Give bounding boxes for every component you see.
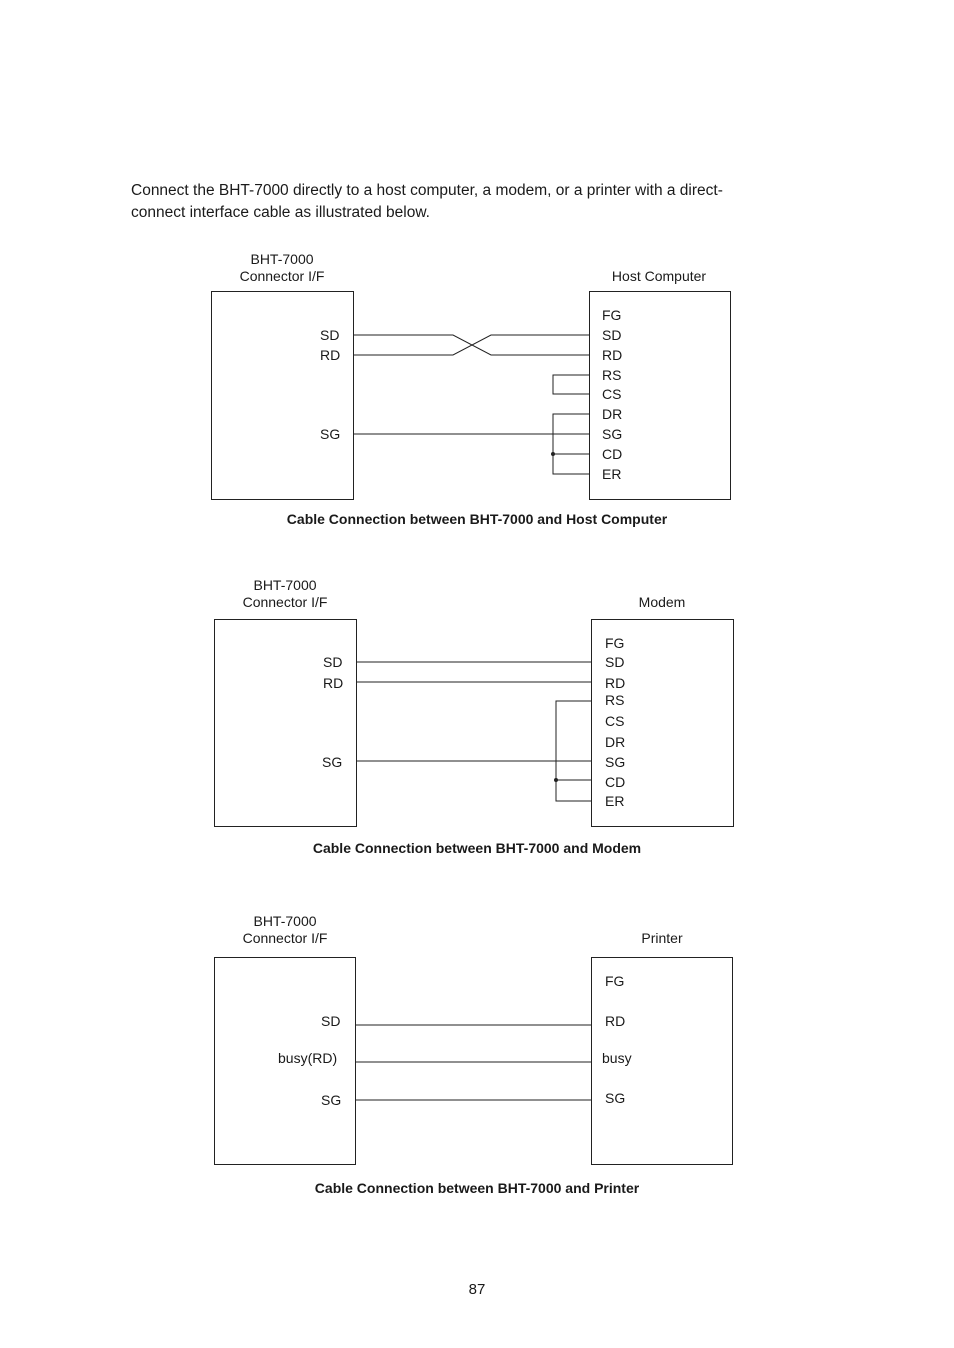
modem-right-pin-er: ER [605, 793, 625, 809]
modem-wiring [357, 662, 592, 801]
modem-right-pin-cd: CD [605, 774, 626, 790]
host-bht-connector-box [211, 291, 354, 500]
modem-caption: Cable Connection between BHT-7000 and Modem [312, 840, 642, 856]
host-right-pin-fg: FG [602, 307, 622, 323]
printer-wiring [356, 1025, 592, 1100]
host-loop-rs-cs [553, 375, 590, 394]
modem-junction-dot [554, 778, 558, 782]
modem-loop-rs-er [556, 701, 592, 801]
host-right-pin-rs: RS [602, 367, 622, 383]
intro-line-1: Connect the BHT-7000 directly to a host computer, a modem, or a printer with a direct- [131, 182, 723, 199]
modem-right-pin-dr: DR [605, 734, 626, 750]
host-left-title-1: BHT-7000 [250, 251, 314, 267]
host-right-pin-dr: DR [602, 406, 623, 422]
modem-left-pin-sd: SD [323, 654, 343, 670]
modem-right-title: Modem [638, 594, 686, 610]
page-number: 87 [468, 1281, 486, 1298]
host-right-pin-er: ER [602, 466, 622, 482]
printer-right-pin-sg: SG [605, 1090, 626, 1106]
printer-left-title-2: Connector I/F [242, 930, 328, 946]
printer-left-pin-sd: SD [321, 1013, 341, 1029]
modem-bht-connector-box [214, 619, 357, 827]
modem-right-pin-cs: CS [605, 713, 625, 729]
modem-left-pin-rd: RD [323, 675, 344, 691]
modem-right-pin-fg: FG [605, 635, 625, 651]
printer-caption: Cable Connection between BHT-7000 and Printer [314, 1180, 640, 1196]
host-right-pin-cs: CS [602, 386, 622, 402]
host-left-pin-sg: SG [320, 426, 341, 442]
printer-right-title: Printer [641, 930, 683, 946]
host-left-pin-sd: SD [320, 327, 340, 343]
host-loop-dr-cd-er [553, 414, 590, 474]
host-right-pin-sd: SD [602, 327, 622, 343]
modem-right-pin-sd: SD [605, 654, 625, 670]
printer-left-pin-busy-rd: busy(RD) [278, 1050, 338, 1066]
printer-left-pin-sg: SG [321, 1092, 342, 1108]
printer-left-title-1: BHT-7000 [253, 913, 317, 929]
host-wiring [354, 335, 590, 474]
host-left-title-2: Connector I/F [239, 268, 325, 284]
intro-line-2: connect interface cable as illustrated below. [131, 204, 430, 221]
modem-right-pin-sg: SG [605, 754, 626, 770]
modem-left-title-1: BHT-7000 [253, 577, 317, 593]
host-left-pin-rd: RD [320, 347, 341, 363]
printer-right-pin-busy: busy [602, 1050, 632, 1066]
printer-right-pin-rd: RD [605, 1013, 626, 1029]
modem-left-pin-sg: SG [322, 754, 343, 770]
host-right-title: Host Computer [611, 268, 707, 284]
printer-right-pin-fg: FG [605, 973, 625, 989]
host-right-pin-rd: RD [602, 347, 623, 363]
modem-right-pin-rs: RS [605, 692, 625, 708]
modem-right-pin-rd: RD [605, 675, 626, 691]
host-caption: Cable Connection between BHT-7000 and Host Computer [286, 511, 668, 527]
host-right-pin-sg: SG [602, 426, 623, 442]
host-right-pin-cd: CD [602, 446, 623, 462]
host-wire-rd-crossed [354, 335, 590, 355]
modem-left-title-2: Connector I/F [242, 594, 328, 610]
host-junction-dot [551, 452, 555, 456]
